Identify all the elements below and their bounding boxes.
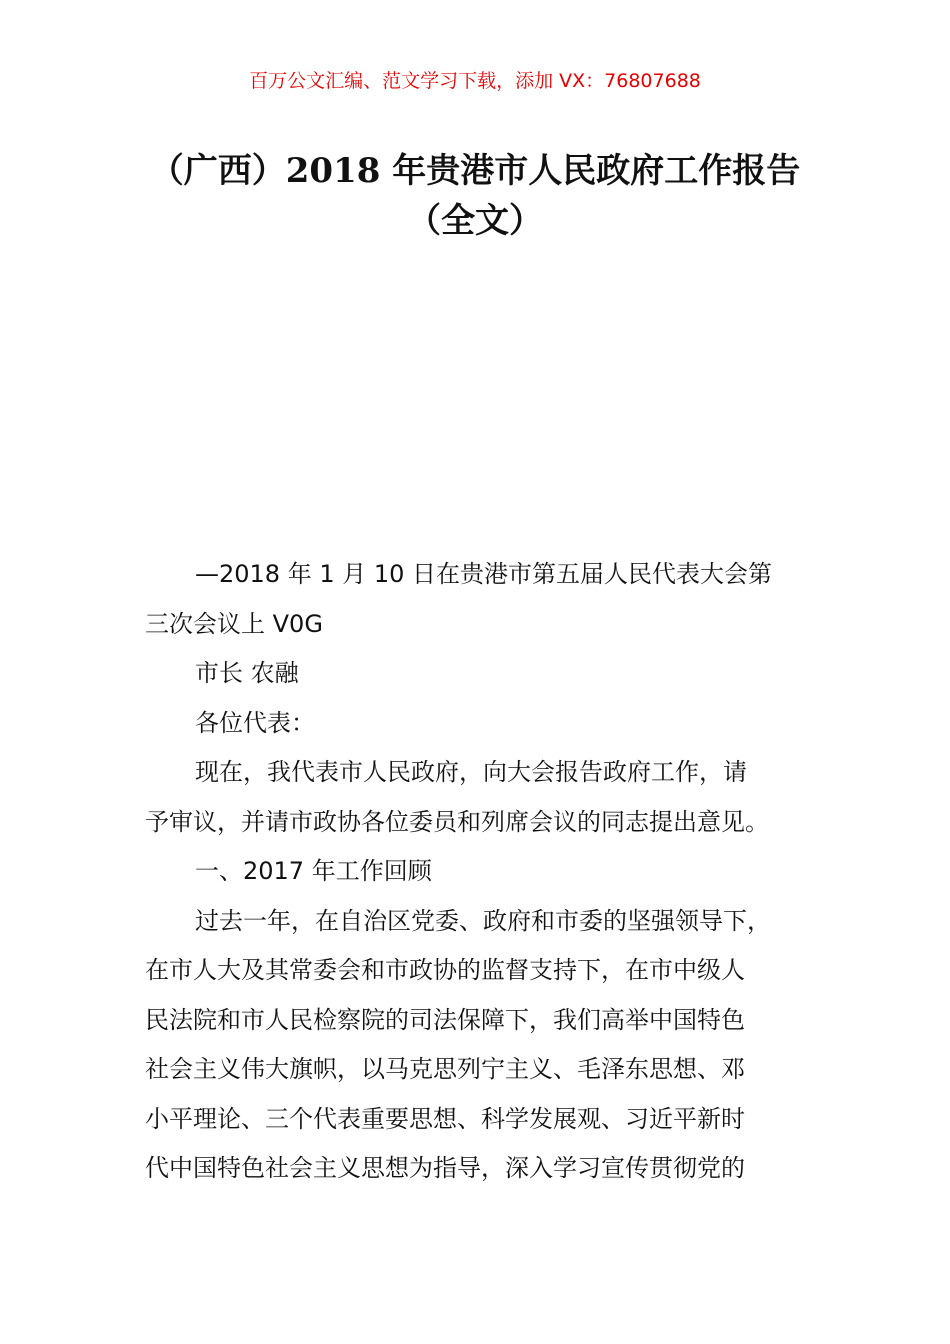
paragraph-line: 社会主义伟大旗帜，以马克思列宁主义、毛泽东思想、邓	[145, 1055, 745, 1083]
title-line-1: （广西）2018 年贵港市人民政府工作报告	[149, 151, 801, 191]
document-body	[145, 550, 835, 1194]
paragraph-line: 在市人大及其常委会和市政协的监督支持下，在市中级人	[145, 956, 745, 984]
paragraph-line: 小平理论、三个代表重要思想、科学发展观、习近平新时	[145, 1104, 745, 1133]
dateline-line-1: —2018 年 1 月 10 日在贵港市第五届人民代表大会第	[195, 560, 773, 588]
paragraph-line: 予审议，并请市政协各位委员和列席会议的同志提出意见。	[145, 807, 769, 836]
paragraph-line: 民法院和市人民检察院的司法保障下，我们高举中国特色	[145, 1005, 745, 1034]
paragraph-line: 现在，我代表市人民政府，向大会报告政府工作，请	[195, 758, 747, 786]
section-heading: 一、2017 年工作回顾	[195, 857, 432, 885]
salutation-line: 各位代表：	[195, 708, 315, 737]
paragraph-line: 代中国特色社会主义思想为指导，深入学习宣传贯彻党的	[145, 1154, 745, 1182]
title-line-2: （全文）	[407, 201, 543, 241]
paragraph-line: 过去一年，在自治区党委、政府和市委的坚强领导下，	[195, 906, 771, 935]
header-watermark-note: 百万公文汇编、范文学习下载，添加 VX：76807688	[249, 70, 701, 92]
speaker-line: 市长 农融	[195, 659, 299, 687]
document-title	[100, 146, 850, 246]
dateline-line-2: 三次会议上 V0G	[145, 609, 323, 638]
